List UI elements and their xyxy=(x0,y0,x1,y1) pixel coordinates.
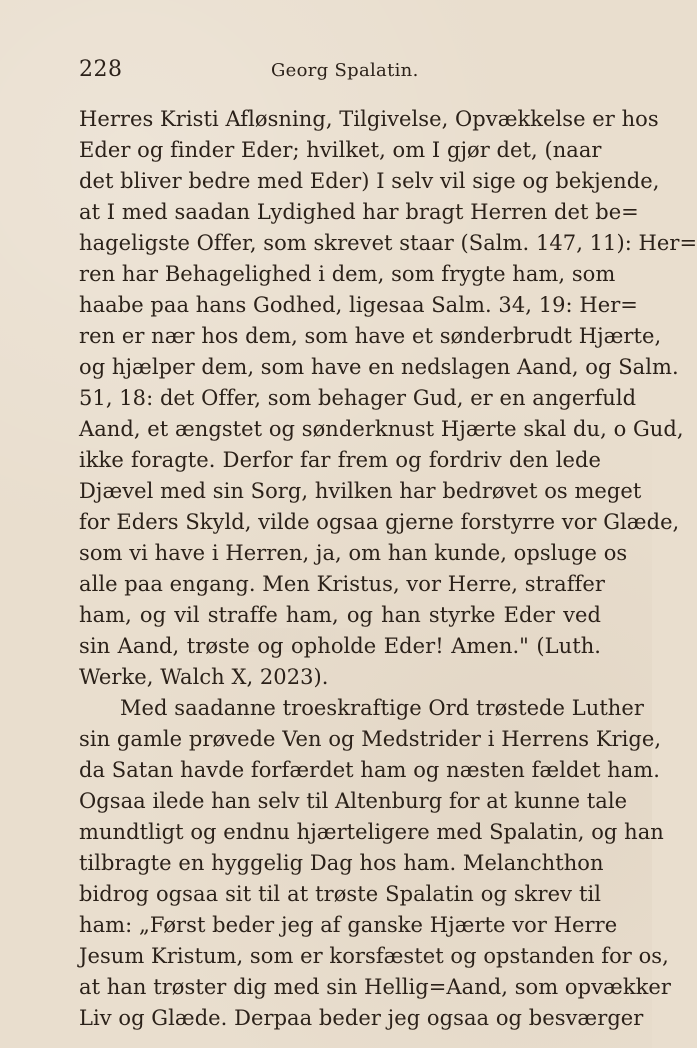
text-line: og hjælper dem, som have en nedslagen Aand, og Salm. xyxy=(79,355,679,379)
text-line: hageligste Offer, som skrevet staar (Salm. 147, 11): Her= xyxy=(79,231,697,255)
text-line: ren er nær hos dem, som have et sønderbrudt Hjærte, xyxy=(79,324,662,348)
text-line: 51, 18: det Offer, som behager Gud, er en angerfuld xyxy=(79,386,637,410)
text-line: Jesum Kristum, som er korsfæstet og opstanden for os, xyxy=(79,944,669,968)
text-line: haabe paa hans Godhed, ligesaa Salm. 34, 19: Her= xyxy=(79,293,638,317)
text-line: Med saadanne troeskraftige Ord trøstede Luther xyxy=(120,696,644,720)
text-line: Werke, Walch X, 2023). xyxy=(79,665,329,689)
text-line: som vi have i Herren, ja, om han kunde, opsluge os xyxy=(79,541,628,565)
text-line: Ogsaa ilede han selv til Altenburg for at kunne tale xyxy=(79,789,628,813)
body-text xyxy=(79,104,697,1034)
text-line: sin Aand, trøste og opholde Eder! Amen." (Luth. xyxy=(79,634,601,658)
text-line: ren har Behagelighed i dem, som frygte ham, som xyxy=(79,262,616,286)
page-header xyxy=(79,56,601,84)
text-line: da Satan havde forfærdet ham og næsten fældet ham. xyxy=(79,758,660,782)
text-line: Aand, et ængstet og sønderknust Hjærte skal du, o Gud, xyxy=(79,417,684,441)
text-line: at han trøster dig med sin Hellig=Aand, som opvækker xyxy=(79,975,671,999)
text-line: mundtligt og endnu hjærteligere med Spalatin, og han xyxy=(79,820,664,844)
text-line: Liv og Glæde. Derpaa beder jeg ogsaa og besværger xyxy=(79,1006,644,1030)
text-line: for Eders Skyld, vilde ogsaa gjerne forstyrre vor Glæde, xyxy=(79,510,680,534)
text-line: at I med saadan Lydighed har bragt Herren det be= xyxy=(79,200,639,224)
text-line: alle paa engang. Men Kristus, vor Herre, straffer xyxy=(79,572,605,596)
text-line: bidrog ogsaa sit til at trøste Spalatin og skrev til xyxy=(79,882,601,906)
text-line: det bliver bedre med Eder) I selv vil sige og bekjende, xyxy=(79,169,660,193)
text-line: Eder og finder Eder; hvilket, om I gjør det, (naar xyxy=(79,138,602,162)
text-line: Djævel med sin Sorg, hvilken har bedrøvet os meget xyxy=(79,479,642,503)
text-line: Herres Kristi Afløsning, Tilgivelse, Opvækkelse er hos xyxy=(79,107,659,131)
text-line: sin gamle prøvede Ven og Medstrider i Herrens Krige, xyxy=(79,727,662,751)
text-line: ham: „Først beder jeg af ganske Hjærte vor Herre xyxy=(79,913,618,937)
running-title: Georg Spalatin. xyxy=(271,60,419,81)
text-line: ham, og vil straffe ham, og han styrke Eder ved xyxy=(79,603,601,627)
text-line: ikke foragte. Derfor far frem og fordriv den lede xyxy=(79,448,601,472)
text-line: tilbragte en hyggelig Dag hos ham. Melanchthon xyxy=(79,851,604,875)
page-number: 228 xyxy=(79,57,123,82)
paragraph-1 xyxy=(79,104,697,693)
paragraph-2 xyxy=(79,693,671,1034)
